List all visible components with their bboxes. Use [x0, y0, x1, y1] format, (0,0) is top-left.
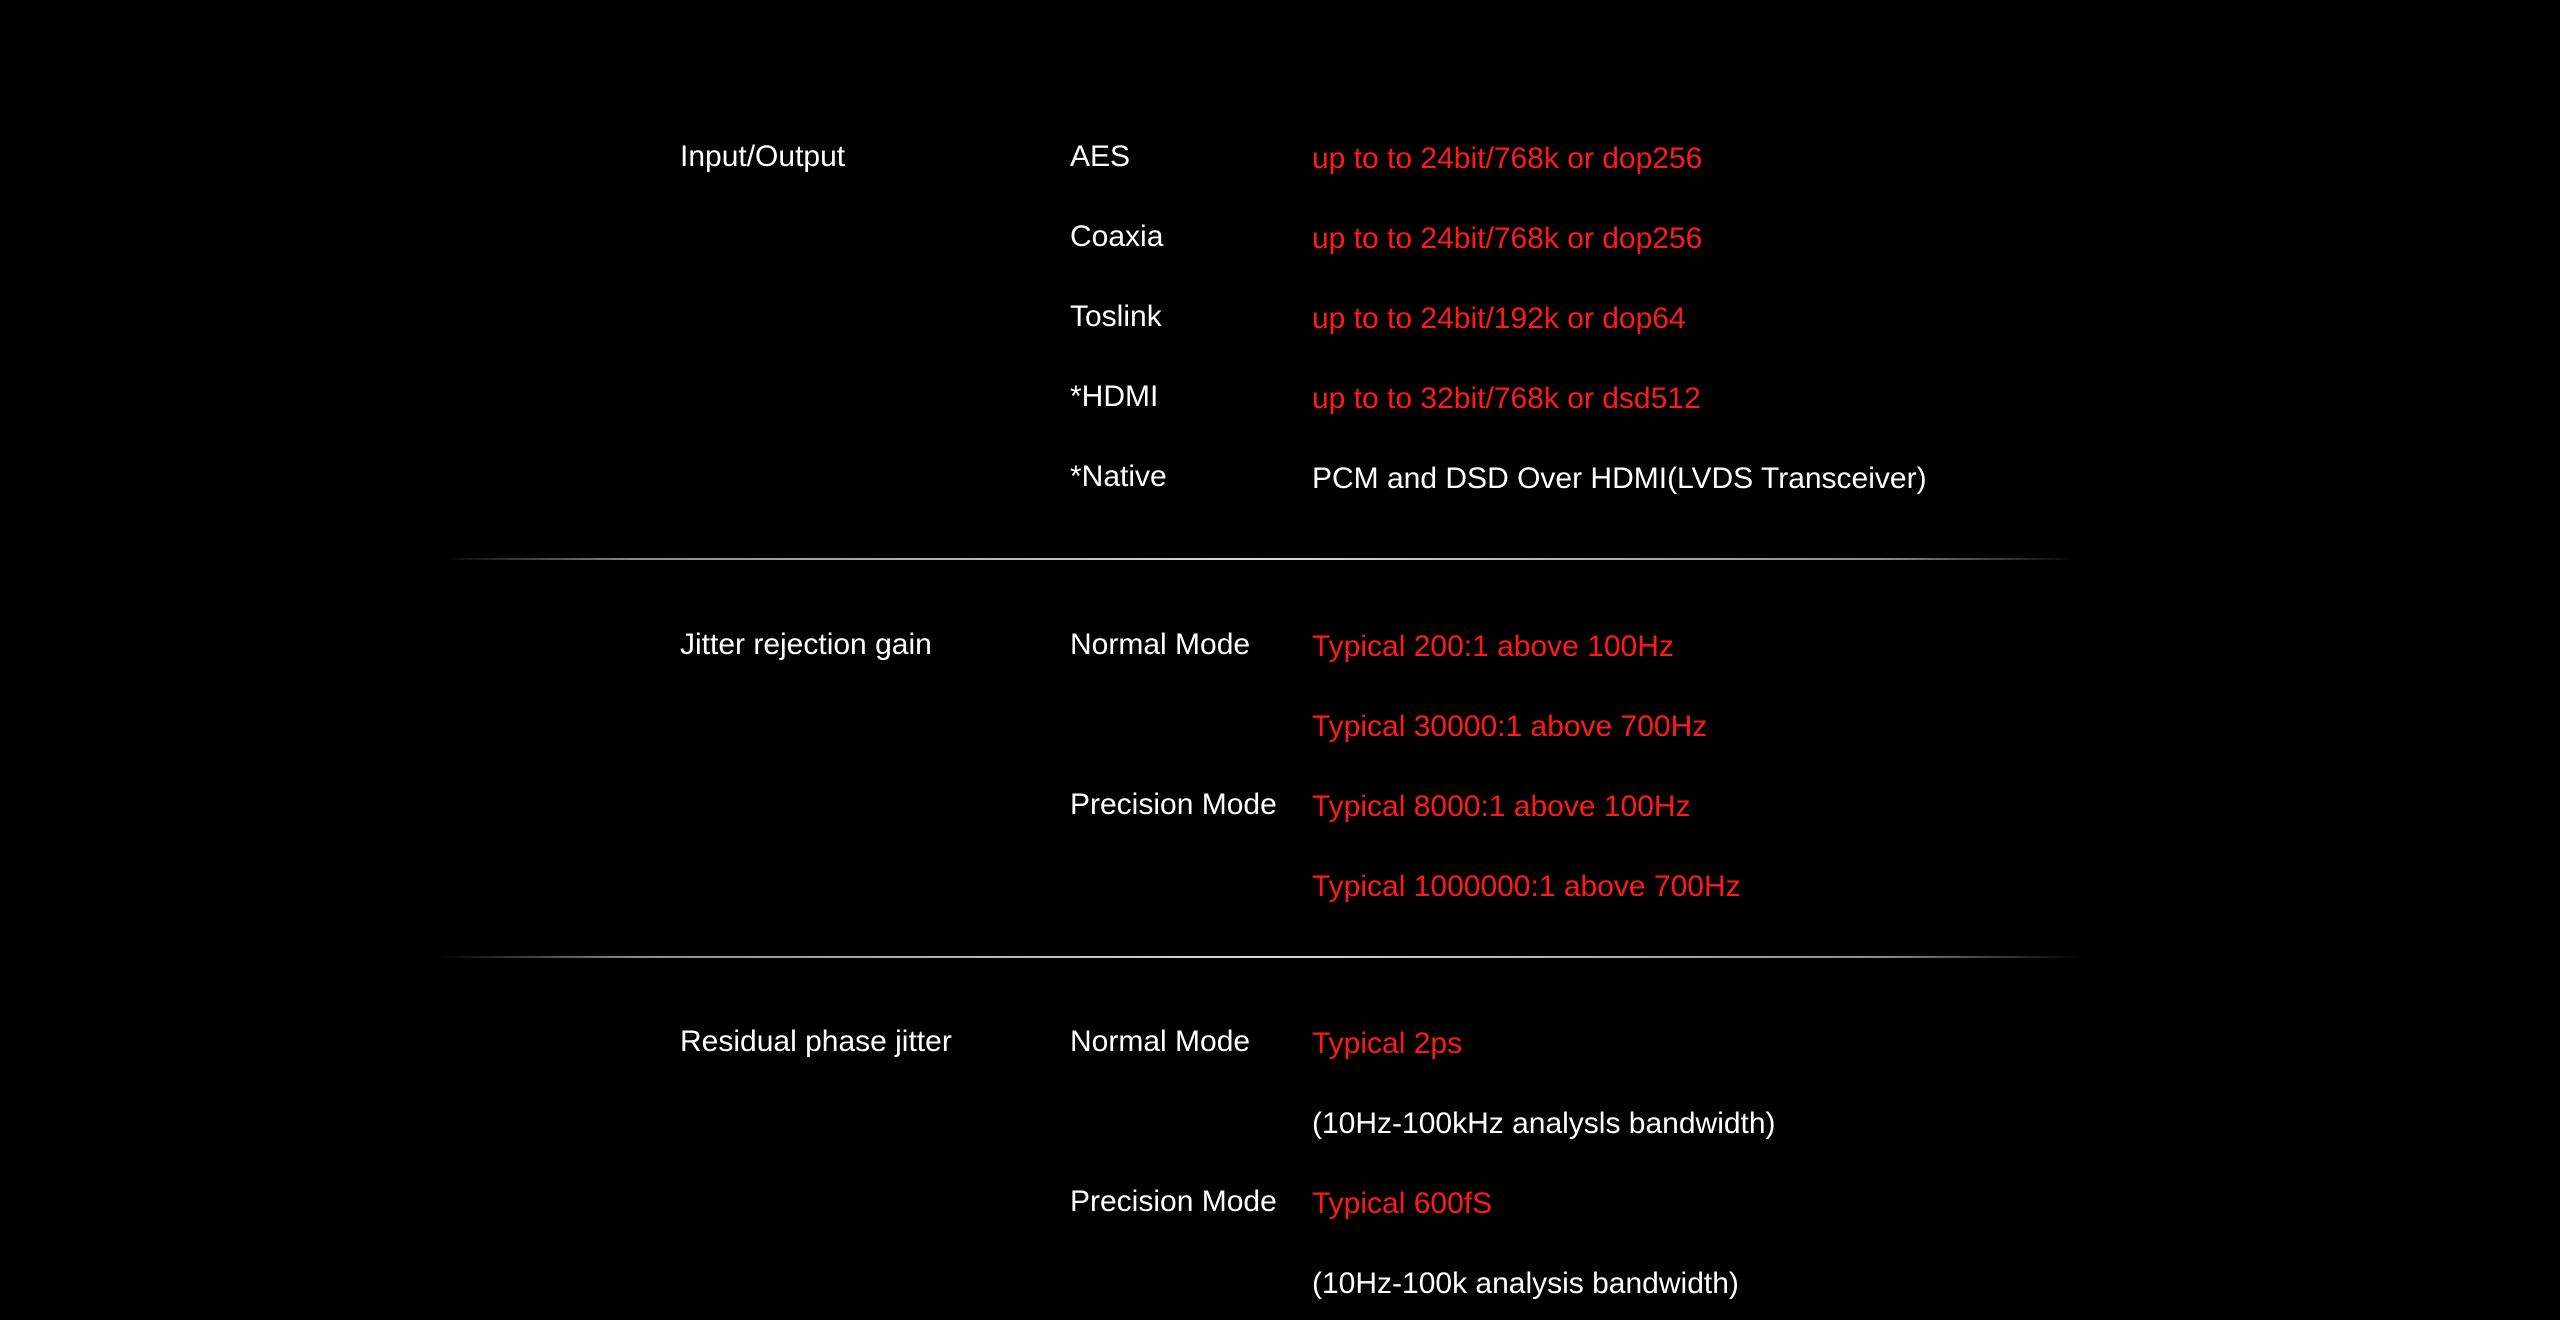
- row-label: Coaxia: [1070, 220, 1164, 253]
- row-value: up to to 32bit/768k or dsd512: [1312, 382, 1701, 415]
- spec-rows: [1070, 132, 2170, 532]
- row-label: AES: [1070, 140, 1131, 173]
- row-value: Typical 600fS: [1312, 1187, 1493, 1220]
- row-label: Normal Mode: [1070, 628, 1251, 661]
- row-value: Typical 30000:1 above 700Hz: [1312, 710, 1708, 743]
- row-value: (10Hz-100kHz analysls bandwidth): [1312, 1107, 1776, 1140]
- spec-row: [1070, 1177, 2170, 1257]
- row-value: Typical 1000000:1 above 700Hz: [1312, 870, 1741, 903]
- spec-row: [1070, 372, 2170, 452]
- row-value: Typical 8000:1 above 100Hz: [1312, 790, 1691, 823]
- row-value: Typical 2ps: [1312, 1027, 1463, 1060]
- row-value: up to to 24bit/768k or dop256: [1312, 142, 1703, 175]
- spec-row: [1070, 780, 2170, 860]
- row-value: PCM and DSD Over HDMI(LVDS Transceiver): [1312, 462, 1927, 495]
- row-label: Toslink: [1070, 300, 1162, 333]
- row-label: Precision Mode: [1070, 1185, 1277, 1218]
- spec-row: [1070, 1257, 2170, 1320]
- spec-row: [1070, 1097, 2170, 1177]
- row-label: *HDMI: [1070, 380, 1159, 413]
- row-value: (10Hz-100k analysis bandwidth): [1312, 1267, 1739, 1300]
- spec-row: [1070, 292, 2170, 372]
- row-value: up to to 24bit/768k or dop256: [1312, 222, 1703, 255]
- spec-row: [1070, 700, 2170, 780]
- spec-row: [1070, 620, 2170, 700]
- spec-rows: [1070, 1017, 2170, 1320]
- section-divider: [440, 558, 2080, 560]
- spec-row: [1070, 132, 2170, 212]
- spec-row: [1070, 860, 2170, 940]
- category-label: Jitter rejection gain: [680, 628, 932, 661]
- row-label: *Native: [1070, 460, 1167, 493]
- row-value: Typical 200:1 above 100Hz: [1312, 630, 1674, 663]
- category-label: Residual phase jitter: [680, 1025, 952, 1058]
- row-label: Precision Mode: [1070, 788, 1277, 821]
- spec-rows: [1070, 620, 2170, 940]
- spec-row: [1070, 452, 2170, 532]
- row-value: up to to 24bit/192k or dop64: [1312, 302, 1686, 335]
- spec-row: [1070, 1017, 2170, 1097]
- category-label: Input/Output: [680, 140, 846, 173]
- spec-row: [1070, 212, 2170, 292]
- row-label: Normal Mode: [1070, 1025, 1251, 1058]
- section-divider: [440, 956, 2080, 958]
